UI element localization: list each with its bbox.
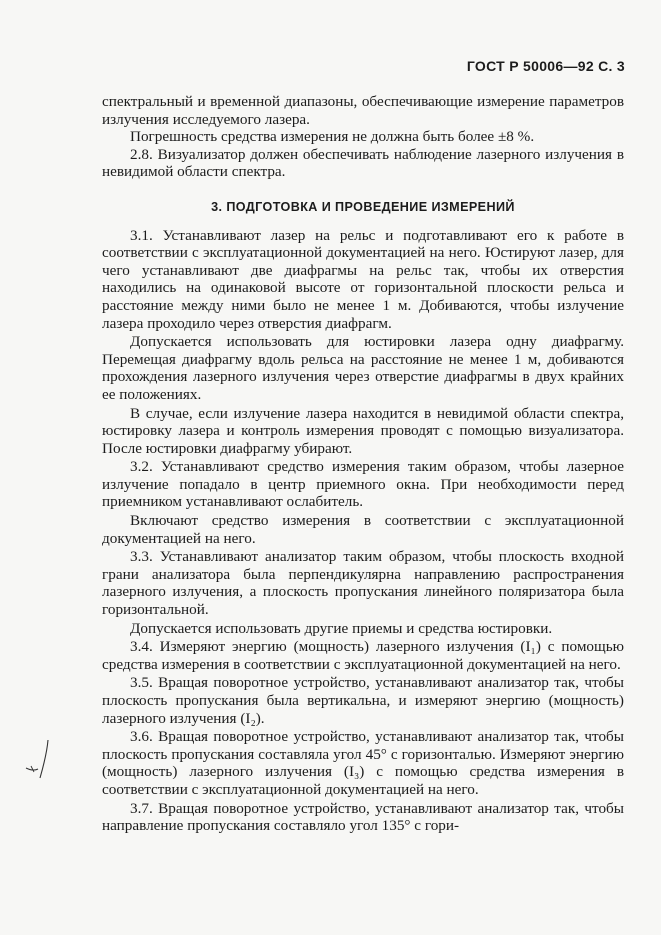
handwritten-mark	[22, 738, 62, 786]
section-heading: 3. ПОДГОТОВКА И ПРОВЕДЕНИЕ ИЗМЕРЕНИЙ	[211, 199, 515, 214]
paragraph-3-3: 3.3. Устанавливают анализатор таким образом, чтобы плоскость входной грани анализатора была перпендикулярна направлению распространения лазерного излучения, а плоскость пропускания линейного поляризатора была горизонтальной.	[102, 548, 624, 619]
paragraph-3-4: 3.4. Измеряют энергию (мощность) лазерного излучения (I₁) с помощью средства измерения в соответствии с эксплуатационной документацией на него.	[102, 638, 624, 673]
paragraph-3-5: 3.5. Вращая поворотное устройство, устанавливают анализатор так, чтобы плоскость пропускания была вертикальна, и измеряют энергию (мощность) лазерного излучения (I₂).	[102, 674, 624, 727]
paragraph-3-2-a: Включают средство измерения в соответствии с эксплуатационной документацией на него.	[102, 512, 624, 547]
paragraph-3-2: 3.2. Устанавливают средство измерения таким образом, чтобы лазерное излучение попадало в центр приемного окна. При необходимости перед приемником устанавливают ослабитель.	[102, 458, 624, 511]
running-header: ГОСТ Р 50006—92 С. 3	[466, 58, 625, 74]
document-body	[102, 93, 624, 835]
paragraph-3-7: 3.7. Вращая поворотное устройство, устанавливают анализатор так, чтобы направление пропускания составляло угол 135° с гори-	[102, 799, 624, 835]
paragraph-3-1-a: Допускается использовать для юстировки лазера одну диафрагму. Перемещая диафрагму вдоль рельса на расстояние не менее 1 м, добиваются прохождения лазерного излучения через отверстие диафрагмы в двух крайних ее положениях.	[102, 333, 624, 403]
paragraph-3-1: 3.1. Устанавливают лазер на рельс и подготавливают его к работе в соответствии с эксплуатационной документацией на него. Юстируют лазер, для чего устанавливают две диафрагмы на рельс так, чтобы их отверстия находились на одинаковой высоте от горизонтальной плоскости рельса и расстояние между ними было не менее 1 м. Добиваются, чтобы излучение лазера проходило через отверстия диафрагм.	[102, 226, 624, 332]
paragraph-2-8: 2.8. Визуализатор должен обеспечивать наблюдение лазерного излучения в невидимой области спектра.	[102, 145, 624, 181]
paragraph-3-1-b: В случае, если излучение лазера находится в невидимой области спектра, юстировку лазера и контроль измерения проводят с помощью визуализатора. После юстировки диафрагму убирают.	[102, 404, 624, 457]
paragraph-continuation: спектральный и временной диапазоны, обеспечивающие измерение параметров излучения исследуемого лазера.	[102, 93, 624, 128]
paragraph-3-3-a: Допускается использовать другие приемы и средства юстировки.	[130, 619, 553, 637]
paragraph-error: Погрешность средства измерения не должна быть более ±8 %.	[130, 128, 535, 146]
paragraph-3-6: 3.6. Вращая поворотное устройство, устанавливают анализатор так, чтобы плоскость пропускания составляла угол 45° с горизонталью. Измеряют энергию (мощность) лазерного излучения (I₃) с помощью средства измерения в соответствии с эксплуатационной документацией на него.	[102, 728, 624, 798]
